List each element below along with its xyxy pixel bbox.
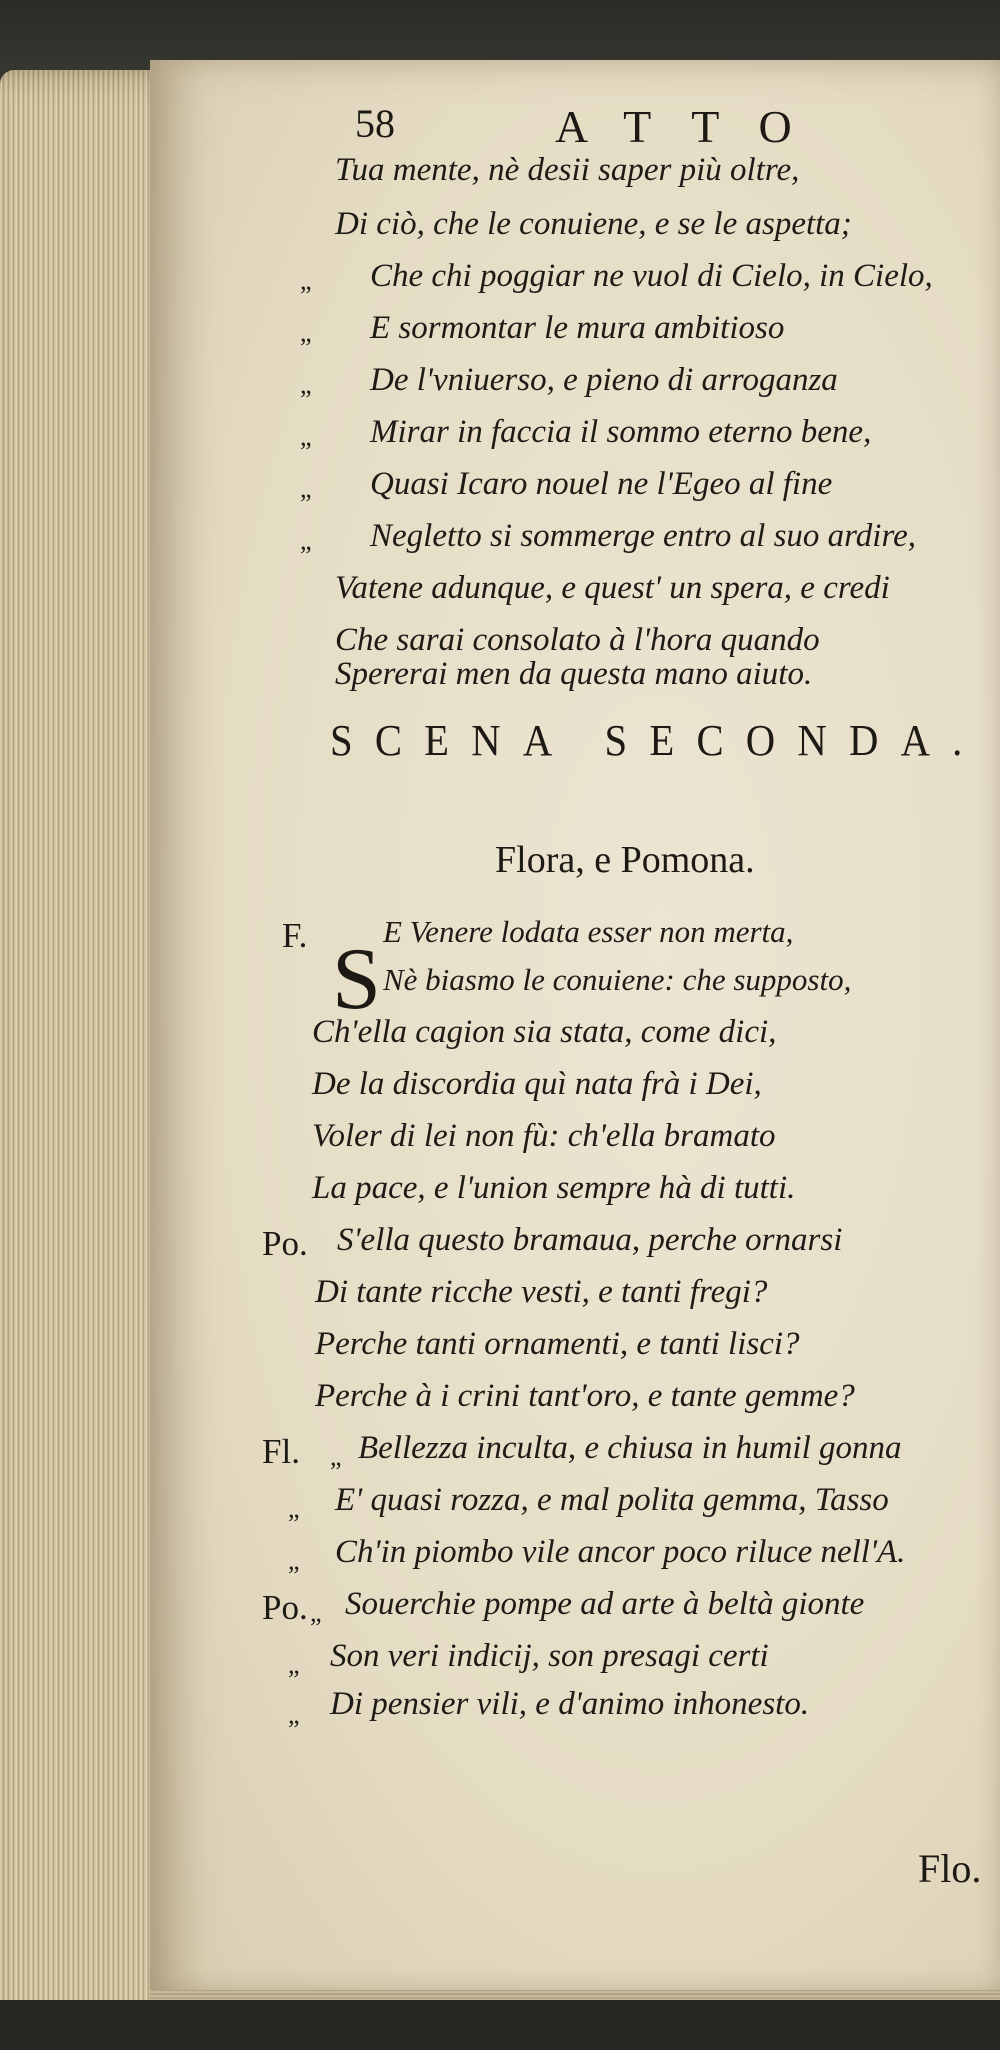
quote-mark: „ [300,526,312,555]
verse-line: Bellezza inculta, e chiusa in humil gonna [358,1430,902,1466]
quote-mark: „ [310,1598,322,1627]
verse-line: Di ciò, che le conuiene, e se le aspetta; [335,206,852,242]
page-number: 58 [355,101,395,146]
quote-mark: „ [288,1700,300,1729]
verse-line: Di tante ricche vesti, e tanti fregi? [315,1274,768,1310]
verse-line: La pace, e l'union sempre hà di tutti. [312,1170,796,1206]
quote-mark: „ [300,474,312,503]
scene-characters: Flora, e Pomona. [495,839,755,881]
quote-mark: „ [300,422,312,451]
speaker-label: Fl. [262,1432,300,1471]
verse-line: Perche à i crini tant'oro, e tante gemme? [315,1378,855,1414]
speaker-label: Po. [262,1224,308,1263]
quote-mark: „ [300,318,312,347]
verse-line: Voler di lei non fù: ch'ella bramato [312,1118,776,1154]
verse-line: Negletto si sommerge entro al suo ardire, [370,518,916,554]
verse-line: Di pensier vili, e d'animo inhonesto. [330,1686,810,1722]
verse-line: Perche tanti ornamenti, e tanti lisci? [315,1326,800,1362]
verse-line: Quasi Icaro nouel ne l'Egeo al fine [370,466,833,502]
verse-line: Spererai men da questa mano aiuto. [335,656,813,692]
verse-line: S'ella questo bramaua, perche ornarsi [337,1222,843,1258]
speaker-label: F. [282,916,308,955]
verse-line: De l'vniuerso, e pieno di arroganza [370,362,838,398]
verse-line: Mirar in faccia il sommo eterno bene, [370,414,872,450]
verse-line: Vatene adunque, e quest' un spera, e credi [335,570,890,606]
quote-mark: „ [288,1494,300,1523]
verse-line: Tua mente, nè desii saper più oltre, [335,152,800,188]
speaker-label: Po. [262,1588,308,1627]
quote-mark: „ [330,1442,342,1471]
verse-line: Ch'in piombo vile ancor poco riluce nell'A. [335,1534,906,1570]
quote-mark: „ [288,1546,300,1575]
page-header [355,100,955,160]
quote-mark: „ [288,1650,300,1679]
verse-line: E Venere lodata esser non merta, [383,914,794,949]
verse-line: De la discordia quì nata frà i Dei, [312,1066,762,1102]
background-bottom [0,2000,1000,2050]
running-title: ATTO [555,101,832,152]
verse-line: Che sarai consolato à l'hora quando [335,622,820,658]
verse-line: E' quasi rozza, e mal polita gemma, Tasso [335,1482,889,1518]
quote-mark: „ [300,266,312,295]
verse-line: E sormontar le mura ambitioso [370,310,785,346]
verse-line: Che chi poggiar ne vuol di Cielo, in Cielo, [370,258,933,294]
verse-line: Son veri indicij, son presagi certi [330,1638,769,1674]
drop-capital: S [332,931,381,1028]
verse-line: Nè biasmo le conuiene: che supposto, [383,962,852,997]
verse-line: Souerchie pompe ad arte à beltà gionte [345,1586,865,1622]
scene-title: SCENA SECONDA. [330,716,985,765]
verse-line: Ch'ella cagion sia stata, come dici, [312,1014,777,1050]
quote-mark: „ [300,370,312,399]
catchword: Flo. [918,1846,982,1891]
